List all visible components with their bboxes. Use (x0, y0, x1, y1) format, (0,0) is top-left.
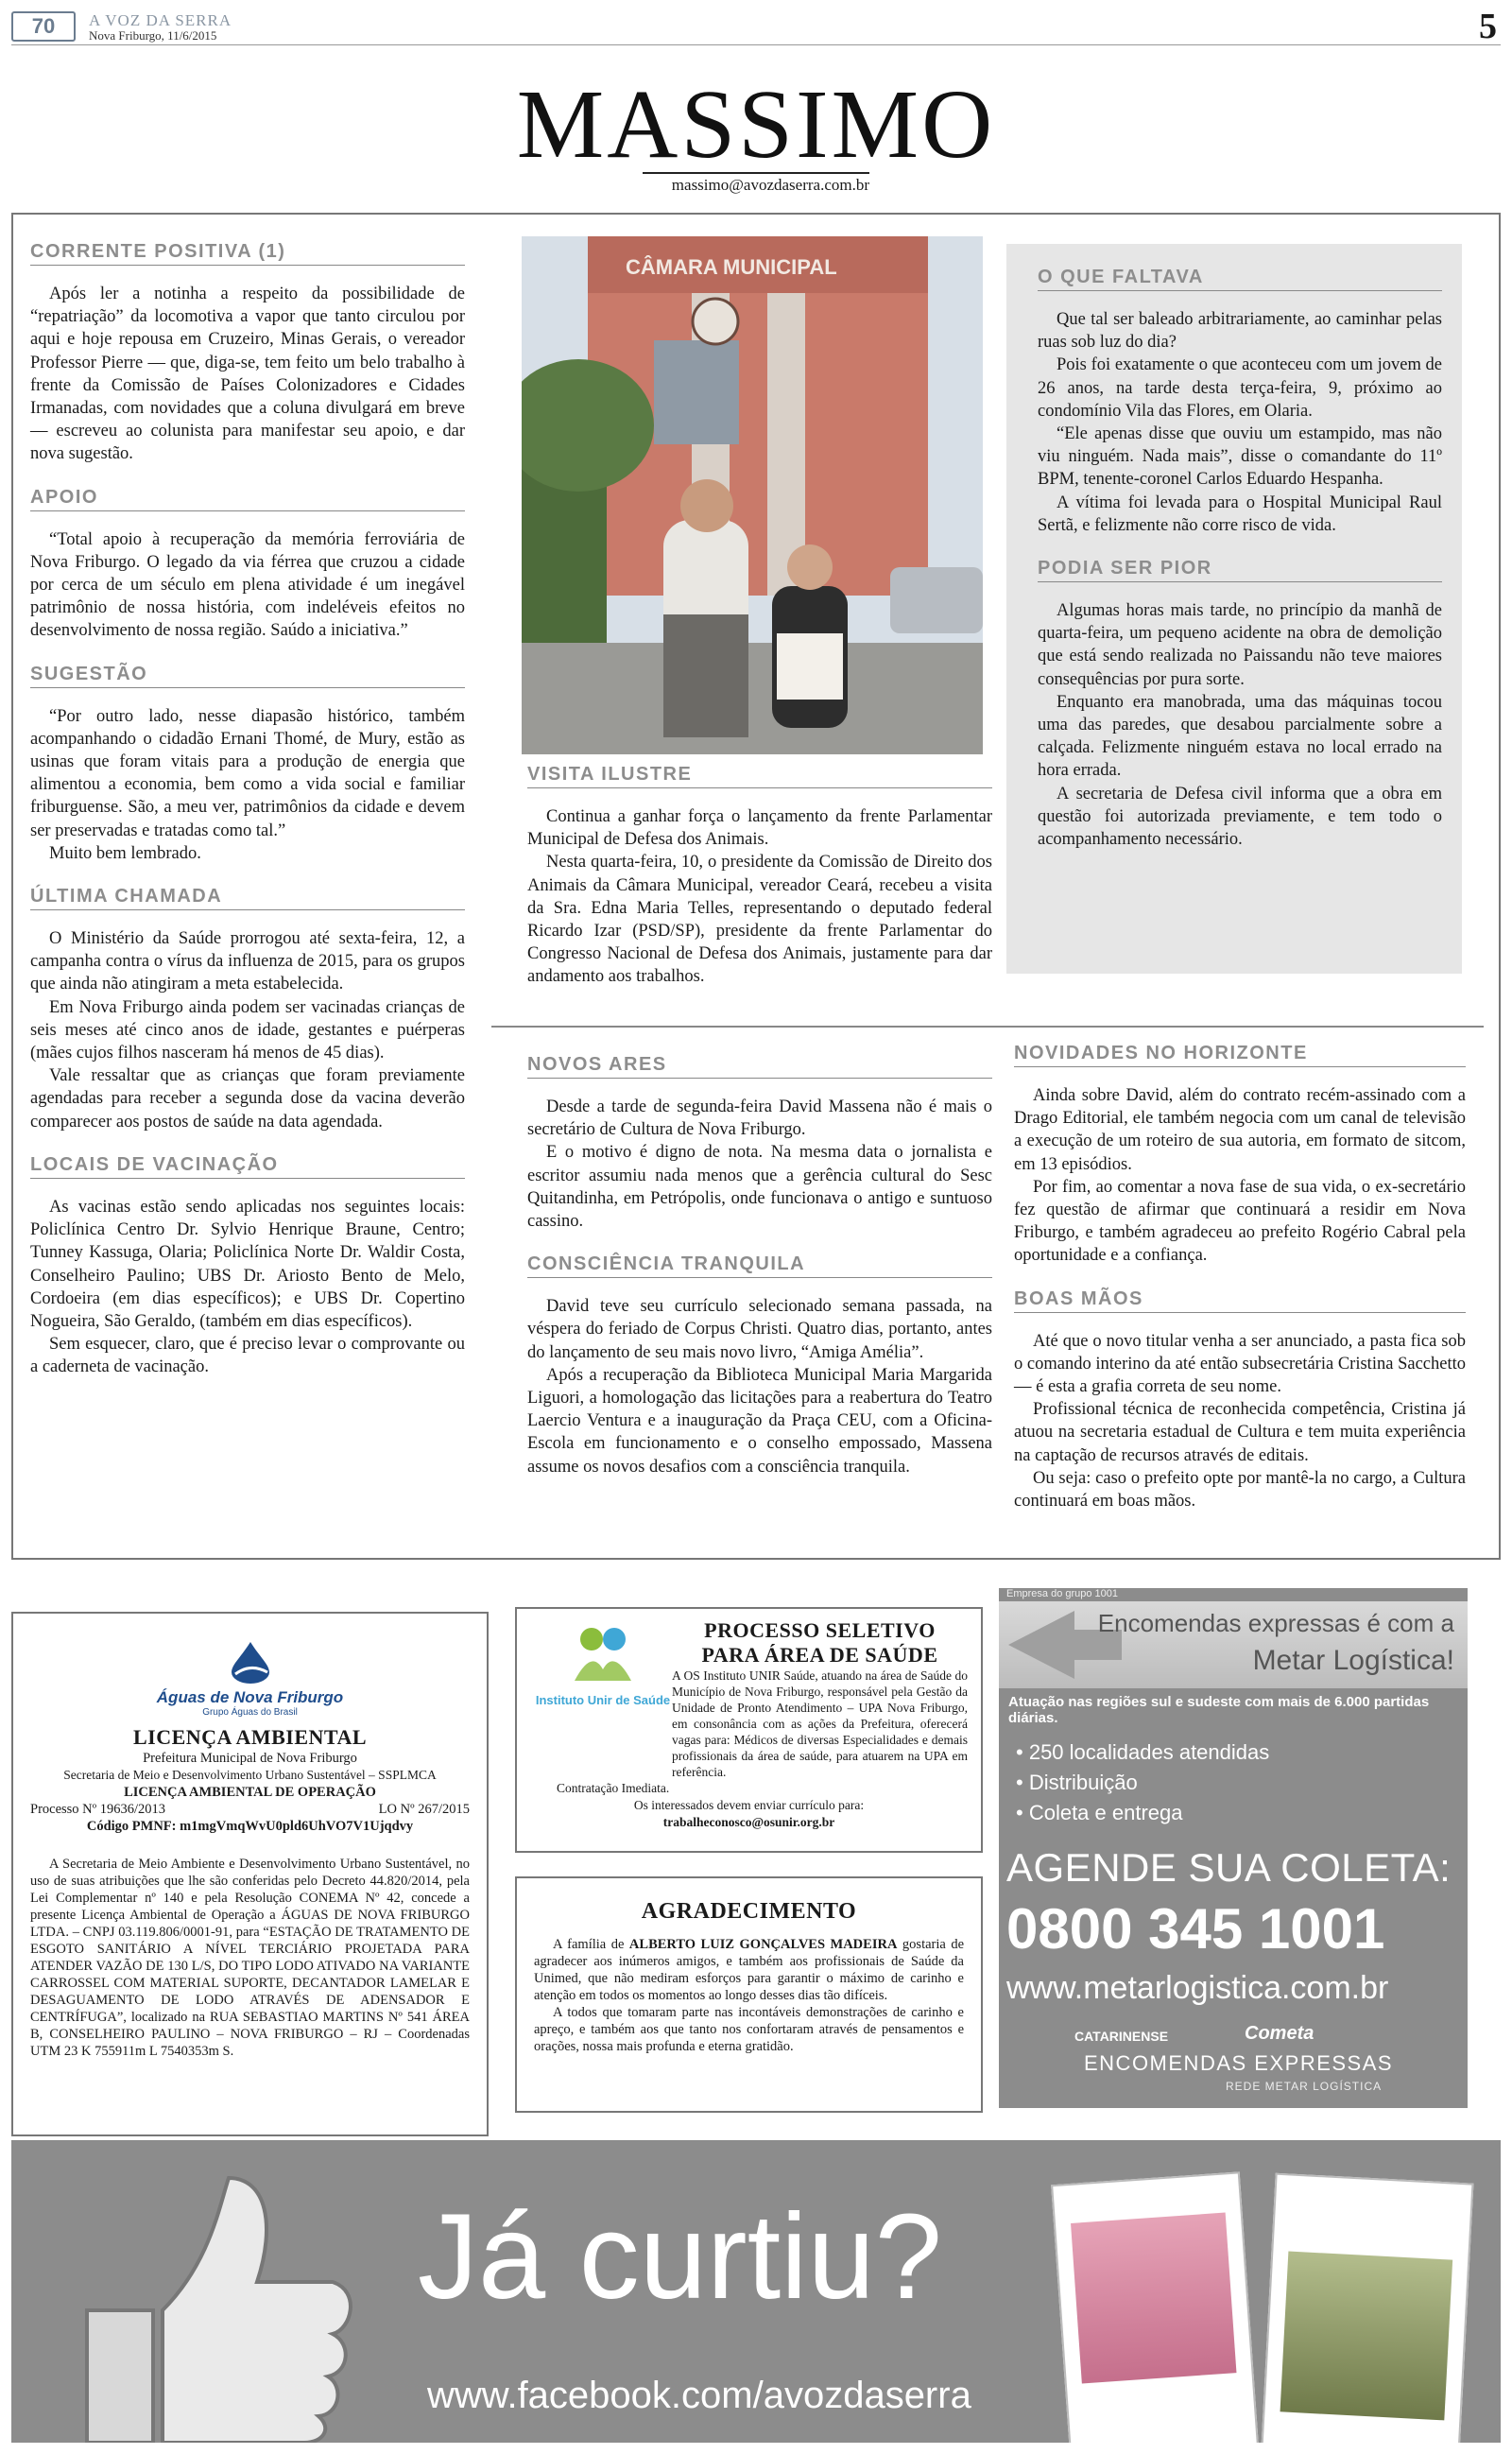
metar-sub: Atuação nas regiões sul e sudeste com mais de 6.000 partidas diárias. (1008, 1694, 1430, 1726)
column-title: MASSIMO (516, 70, 996, 179)
unir-logo[interactable] (532, 1622, 674, 1707)
licenca-processo: Processo Nº 19636/2013 (30, 1802, 166, 1817)
ad-processo-seletivo (515, 1607, 983, 1853)
article-paragraph: Sem esquecer, claro, que é preciso levar o comprovante ou a caderneta de vacinação. (30, 1335, 465, 1377)
article-paragraph: O Ministério da Saúde prorrogou até sexta-feira, 12, a campanha contra o vírus da influenza de 2015, para os grupos que ainda não atingiram a meta estabelecida. (30, 929, 465, 994)
metar-header (999, 1601, 1468, 1688)
section-title-novidades-no-horizonte: NOVIDADES NO HORIZONTE (1014, 1043, 1466, 1067)
unir-figures-icon (565, 1622, 641, 1688)
parked-car (890, 567, 983, 633)
facebook-headline: Já curtiu? (418, 2189, 942, 2324)
processo-title1: PROCESSO SELETIVO (704, 1618, 936, 1642)
article-paragraph: E o motivo é digno de nota. Na mesma data o jornalista e escritor assumiu nada menos que a gerência cultural do Sesc Quitandinha, em Petrópolis, onde funcionava o antigo e suntuoso cassino. (527, 1143, 992, 1232)
section-title-novos-ares: NOVOS ARES (527, 1054, 992, 1079)
article-paragraph: Que tal ser baleado arbitrariamente, ao caminhar pelas ruas sob luz do dia? (1038, 310, 1442, 353)
article-paragraph: Ainda sobre David, além do contrato recém-assinado com a Drago Editorial, ele também negocia com um canal de televisão a execução de um roteiro de sua autoria, em formato de sitcom, em 13 episódios. (1014, 1086, 1466, 1174)
licenca-lo: LO Nº 267/2015 (378, 1802, 470, 1817)
article-paragraph: Continua a ganhar força o lançamento da frente Parlamentar Municipal de Defesa dos Animais. (527, 807, 992, 850)
newspaper-thumb-1 (1051, 2171, 1259, 2443)
agradecimento-para1 (534, 1936, 964, 2004)
thumbs-up-icon (49, 2169, 361, 2443)
metar-head1: Encomendas expressas é com a (1097, 1609, 1454, 1637)
section-title-o-que-faltava: O QUE FALTAVA (1038, 267, 1442, 291)
metar-bullet-item (1016, 1737, 1269, 1768)
article-paragraph: Em Nova Friburgo ainda podem ser vacinadas crianças de seis meses até cinco anos de idade, gestantes e puérperas (mães cujos filhos nasceram há menos de 45 dias). (30, 997, 465, 1063)
article-paragraph: “Total apoio à recuperação da memória ferroviária de Nova Friburgo. O legado da via férrea que cruzou a cidade por cerca de um século em plena atividade é um inegável patrimônio de nossa história, com indeléveis efeitos no desenvolvimento de nossa região. Saúdo a iniciativa.” (30, 529, 465, 641)
edition-date: Nova Friburgo, 11/6/2015 (89, 28, 217, 43)
metar-bullet-item (1016, 1768, 1269, 1798)
licenca-line2: Secretaria de Meio e Desenvolvimento Urbano Sustentável – SSPLMCA (63, 1768, 437, 1782)
flowering-tree-photo (1071, 2213, 1236, 2384)
agradecimento-pre: A família de (553, 1937, 629, 1952)
article-paragraph: Até que o novo titular venha a ser anunciado, a pasta fica sob o comando interino da até então subsecretária Cristina Sacchetto — é esta a grafia correta de seu nome. (1014, 1331, 1466, 1397)
metar-bullet-text: Coleta e entrega (1028, 1801, 1183, 1824)
section-title-visita-ilustre: VISITA ILUSTRE (527, 764, 992, 788)
article-paragraph: “Ele apenas disse que ouviu um estampido, mas não viu ninguém. Nada mais”, disse o comandante do 11º BPM, tenente-coronel Carlos Eduardo Hespanha. (1038, 424, 1442, 490)
article-paragraph: “Por outro lado, nesse diapasão histórico, também acompanhando o cidadão Ernani Thomé, de Mury, estão as usinas que foram vitais para a produção de energia que alimentou a economia, bem como a vida social e familiar friburguense. São, a meu ver, patrimônios da cidade e devem ser preservadas e tratadas como tal.” (30, 706, 465, 840)
center-column-lower (527, 1054, 992, 1478)
processo-body: A OS Instituto UNIR Saúde, atuando na área de Saúde do Município de Nova Friburgo, responsável pela Gestão da Unidade de Pronto Atendimento – UPA Nova Friburgo, em consonância com as ações da Prefeitura, oferecerá vagas para: Médicos de diversas Especialidades e demais profissionais da área de saúde, para atuarem na UPA em referência. (672, 1668, 968, 1779)
article-paragraph: Ou seja: caso o prefeito opte por mantê-la no cargo, a Cultura continuará em boas mãos. (1014, 1468, 1466, 1512)
metar-bullets (1016, 1737, 1269, 1828)
licenca-processo-row (30, 1801, 470, 1818)
metar-site[interactable]: www.metarlogistica.com.br (1006, 1970, 1389, 2006)
newspaper-name: A VOZ DA SERRA (89, 11, 232, 29)
agradecimento-para2: A todos que tomaram parte nas incontáveis demonstrações de carinho e apreço, e também aos que tanto nos confortaram através de pensamentos e orações, nossa mais profunda e eterna gratidão. (534, 2005, 964, 2054)
licenca-title: LICENÇA AMBIENTAL (132, 1725, 368, 1749)
aguas-logo[interactable] (30, 1640, 470, 1718)
processo-title2: PARA ÁREA DE SAÚDE (701, 1643, 938, 1667)
article-paragraph: Muito bem lembrado. (49, 843, 201, 863)
photo-illustration (522, 236, 983, 754)
bullet-icon: • (1016, 1771, 1029, 1794)
newspaper-logo[interactable]: 70 (11, 11, 76, 42)
article-paragraph: A vítima foi levada para o Hospital Municipal Raul Sertã, e felizmente não corre risco de vida. (1038, 493, 1442, 535)
article-paragraph: Vale ressaltar que as crianças que foram previamente agendadas para receber a segunda dose da vacina deverão comparecer aos postos de saúde na data agendada. (30, 1066, 465, 1132)
processo-email-line: Os interessados devem enviar currículo para: (633, 1798, 865, 1812)
article-paragraph: Após ler a notinha a respeito da possibilidade de “repatriação” da locomotiva a vapor que tanto circulou por aqui e hoje repousa em Cruzeiro, Minas Gerais, o vereador Professor Pierre — que, diga-se, tem feito um belo trabalho à frente da Comissão de Países Colonizadores e Cidades Irmanadas, com novidades que a coluna divulgará em breve — escreveu ao colunista para manifestar seu apoio, e dar nova sugestão. (30, 285, 465, 464)
page-number: 5 (1479, 7, 1497, 46)
article-paragraph: Nesta quarta-feira, 10, o presidente da Comissão de Direito dos Animais da Câmara Municipal, vereador Ceará, recebeu a visita da Sra. Edna Maria Telles, representando o deputado federal Ricardo Izar (PSD/SP), presidente da frente Parlamentar do Congresso Nacional de Defesa dos Animais, justamente para dar andamento aos trabalhos. (527, 853, 992, 987)
aguas-logo-sub: Grupo Águas do Brasil (202, 1707, 298, 1718)
right-column (1038, 267, 1442, 851)
licenca-codigo: Código PMNF: m1mgVmqWvU0pld6UhVO7V1Ujqdvy (86, 1819, 414, 1834)
rock-photo (1280, 2252, 1453, 2421)
masthead (11, 9, 1501, 45)
coat-of-arms-icon (693, 299, 738, 344)
water-drop-icon (222, 1640, 279, 1684)
licenca-line3: LICENÇA AMBIENTAL DE OPERAÇÃO (124, 1785, 376, 1800)
article-paragraph: Por fim, ao comentar a nova fase de sua vida, o ex-secretário fez questão de afirmar que continuará a residir em Nova Friburgo, e também agradeceu ao prefeito Rogério Cabral pela oportunidade e a confiança. (1014, 1177, 1466, 1266)
agradecimento-title: AGRADECIMENTO (641, 1899, 857, 1924)
metar-bullet-text: Distribuição (1028, 1771, 1138, 1794)
section-title-boas-maos: BOAS MÃOS (1014, 1288, 1466, 1313)
left-column (30, 241, 465, 1379)
column-email[interactable]: massimo@avozdaserra.com.br (643, 172, 869, 195)
section-title-locais-de-vacinacao: LOCAIS DE VACINAÇÃO (30, 1154, 465, 1179)
article-paragraph: A secretaria de Defesa civil informa que a obra em questão foi autorizada previamente, e tem todo o acompanhamento necessário. (1038, 784, 1442, 850)
processo-email[interactable]: trabalheconosco@osunir.org.br (662, 1815, 835, 1829)
bullet-icon: • (1016, 1801, 1029, 1824)
ad-licenca-ambiental (11, 1612, 489, 2136)
metar-bullet-text: 250 localidades atendidas (1028, 1740, 1270, 1764)
section-title-ultima-chamada: ÚLTIMA CHAMADA (30, 886, 465, 910)
licenca-line1: Prefeitura Municipal de Nova Friburgo (143, 1751, 357, 1766)
building-sign: CÂMARA MUNICIPAL (626, 255, 837, 279)
ad-metar-logistica (999, 1588, 1468, 2108)
section-title-sugestao: SUGESTÃO (30, 664, 465, 688)
section-title-apoio: APOIO (30, 487, 465, 511)
article-paragraph: Enquanto era manobrada, uma das máquinas tocou uma das paredes, que desabou parcialmente sobre a calçada. Felizmente ninguém estava no local errado na hora errada. (1038, 692, 1442, 781)
center-column (527, 764, 992, 989)
metar-phone[interactable]: 0800 345 1001 (1006, 1897, 1385, 1961)
article-paragraph: Algumas horas mais tarde, no princípio da manhã de quarta-feira, um pequeno acidente na obra de demolição que está sendo realizada no Paissandu não teve maiores consequências por pura sorte. (1038, 601, 1442, 689)
newspaper-thumb-2 (1262, 2173, 1474, 2443)
unir-logo-text: Instituto Unir de Saúde (535, 1693, 671, 1707)
facebook-url[interactable]: www.facebook.com/avozdaserra (427, 2375, 971, 2416)
bullet-icon: • (1016, 1740, 1029, 1764)
article-paragraph: Após a recuperação da Biblioteca Municipal Maria Margarida Liguori, a homologação das licitações para a reabertura do Teatro Laercio Ventura e a inauguração da Praça CEU, com a Oficina-Escola em funcionamento e o conselho empossado, Massena assume os novos desafios com a consciência tranquila. (527, 1365, 992, 1477)
metar-brand3: ENCOMENDAS EXPRESSAS (1084, 2051, 1394, 2075)
article-paragraph: Profissional técnica de reconhecida competência, Cristina já atuou na secretaria estadual de Cultura e tem muita experiência na captação de recursos através de editais. (1014, 1400, 1466, 1465)
agradecimento-post: gostaria de agradecer aos inúmeros amigos, e também aos profissionais de Saúde da Unimed, que não mediram esforços para garantir o máximo de carinho e atenção em todos os momentos ao longo desses dias tão difíceis. (534, 1937, 965, 2003)
licenca-body: A Secretaria de Meio Ambiente e Desenvolvimento Urbano Sustentável, no uso de suas atribuições que lhe são conferidas pelo Decreto 44.820/2014, pela Lei Complementar nº 140 e pela Resolução CONEMA Nº 42, concede a presente Licença Ambiental de Operação a ÁGUAS DE NOVA FRIBURGO LTDA. – CNPJ 03.119.806/0001-91, para “ESTAÇÃO DE TRATAMENTO DE ESGOTO SANITÁRIO A NÍVEL TERCIÁRIO PROJETADA PARA ATENDER VAZÃO DE 130 L/S, DO TIPO LODO ATIVADO NA VARIANTE CARROSSEL COM MATERIAL SUPORTE, DECANTADOR LAMELAR E DESAGUAMENTO DE LODO ATRAVÉS DE ADENSADOR E CENTRÍFUGA”, localizado na RUA SEBASTIAO MARTINS Nº 541 ÁREA B, CONSELHEIRO PAULINO – NOVA FRIBURGO – RJ – Coordenadas UTM 23 K 755911m L 7540353m S. (30, 1857, 470, 2059)
article-paragraph: Pois foi exatamente o que aconteceu com um jovem de 26 anos, na tarde desta terça-feira, 9, próximo ao condomínio Vila das Flores, em Olaria. (1038, 355, 1442, 421)
ad-agradecimento (515, 1876, 983, 2113)
metar-cta: AGENDE SUA COLETA: (1006, 1845, 1452, 1890)
section-title-corrente-positiva-1: CORRENTE POSITIVA (1) (30, 241, 465, 266)
article-paragraph: David teve seu currículo selecionado semana passada, na véspera do feriado de Corpus Christi. Quatro dias, portanto, antes do lançamento de seu mais novo livro, “Amiga Amélia”. (527, 1297, 992, 1362)
agradecimento-name: ALBERTO LUIZ GONÇALVES MADEIRA (628, 1937, 898, 1952)
metar-brand4: REDE METAR LOGÍSTICA (1226, 2080, 1383, 2093)
article-paragraph: Desde a tarde de segunda-feira David Massena não é mais o secretário de Cultura de Nova Friburgo. (527, 1097, 992, 1140)
news-photo (522, 236, 983, 754)
ad-facebook (11, 2140, 1501, 2443)
metar-brand2: Cometa (1245, 2023, 1314, 2044)
article-paragraph: As vacinas estão sendo aplicadas nos seguintes locais: Policlínica Centro Dr. Sylvio Henrique Braune, Centro; Tunney Kassuga, Olaria; Policlínica Norte Dr. Waldir Costa, Conselheiro Paulino; UBS Dr. Ariosto Bento de Melo, Cordoeira (em dias específicos); e UBS Dr. Copertino Nogueira, São Geraldo, (também em dias específicos). (30, 1197, 465, 1331)
metar-brand1: CATARINENSE (1074, 2029, 1169, 2044)
section-title-consciencia-tranquila: CONSCIÊNCIA TRANQUILA (527, 1253, 992, 1278)
metar-head2: Metar Logística! (1252, 1645, 1454, 1676)
section-divider (491, 1026, 1484, 1028)
section-title-podia-ser-pior: PODIA SER PIOR (1038, 558, 1442, 582)
metar-bullet-item (1016, 1798, 1269, 1828)
metar-tag: Empresa do grupo 1001 (1006, 1588, 1119, 1599)
aguas-logo-text: Águas de Nova Friburgo (156, 1688, 344, 1706)
processo-contratacao: Contratação Imediata. (557, 1781, 670, 1795)
right-column-lower (1014, 1043, 1466, 1512)
